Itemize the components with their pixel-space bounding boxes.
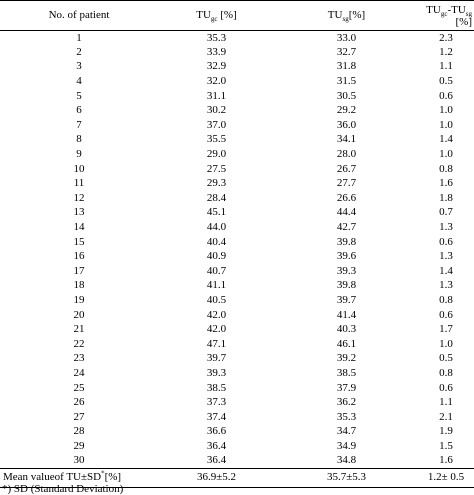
table-row bbox=[0, 220, 474, 235]
cell-tu-gc: 27.5 bbox=[206, 162, 227, 175]
cell-patient-number: 18 bbox=[73, 279, 85, 292]
cell-tu-difference: 0.5 bbox=[439, 352, 453, 365]
cell-tu-difference: 2.3 bbox=[439, 31, 453, 44]
cell-tu-difference: 2.1 bbox=[439, 410, 453, 423]
cell-tu-sg: 26.6 bbox=[336, 191, 357, 204]
cell-tu-gc: 33.9 bbox=[206, 45, 227, 58]
table-row bbox=[0, 206, 474, 221]
cell-tu-gc: 42.0 bbox=[206, 308, 227, 321]
cell-tu-difference: 1.1 bbox=[439, 396, 453, 409]
cell-patient-number: 22 bbox=[73, 337, 85, 350]
table-row bbox=[0, 162, 474, 177]
cell-tu-difference: 1.0 bbox=[439, 118, 453, 131]
cell-tu-sg: 28.0 bbox=[336, 148, 357, 161]
header-row bbox=[0, 1, 474, 31]
cell-tu-difference: 1.2 bbox=[439, 45, 453, 58]
cell-tu-sg: 39.2 bbox=[336, 352, 357, 365]
cell-tu-sg: 46.1 bbox=[336, 337, 357, 350]
cell-tu-sg: 38.5 bbox=[336, 366, 357, 379]
table-row bbox=[0, 89, 474, 104]
cell-tu-gc: 47.1 bbox=[206, 337, 227, 350]
cell-tu-gc: 39.3 bbox=[206, 366, 227, 379]
table-row bbox=[0, 439, 474, 454]
cell-patient-number: 21 bbox=[73, 323, 85, 336]
cell-tu-difference: 1.0 bbox=[439, 337, 453, 350]
cell-tu-sg: 41.4 bbox=[336, 308, 357, 321]
cell-tu-difference: 0.8 bbox=[439, 366, 453, 379]
cell-tu-gc: 36.4 bbox=[158, 454, 275, 469]
cell-tu-gc: 45.1 bbox=[206, 206, 227, 219]
cell-tu-gc: 37.4 bbox=[206, 410, 227, 423]
cell-tu-sg: 31.5 bbox=[336, 75, 357, 88]
cell-tu-difference: 1.5 bbox=[439, 439, 453, 452]
cell-tu-difference: 1.1 bbox=[439, 60, 453, 73]
cell-tu-difference: 1.4 bbox=[439, 264, 453, 277]
cell-tu-sg: 31.8 bbox=[336, 60, 357, 73]
cell-tu-sg: 29.2 bbox=[336, 104, 357, 117]
cell-patient-number: 29 bbox=[73, 439, 85, 452]
table-row bbox=[0, 133, 474, 148]
table-row bbox=[0, 147, 474, 162]
table-row bbox=[0, 425, 474, 440]
table-row bbox=[0, 31, 474, 46]
cell-tu-gc: 42.0 bbox=[206, 323, 227, 336]
cell-tu-sg: 32.7 bbox=[336, 45, 357, 58]
table-row bbox=[0, 191, 474, 206]
table-row bbox=[0, 293, 474, 308]
cell-tu-difference: 0.6 bbox=[439, 381, 453, 394]
cell-tu-difference: 1.3 bbox=[439, 221, 453, 234]
cell-tu-sg: 44.4 bbox=[336, 206, 357, 219]
cell-tu-gc: 35.3 bbox=[206, 31, 227, 44]
cell-tu-sg: 39.8 bbox=[336, 235, 357, 248]
table-row bbox=[0, 249, 474, 264]
cell-tu-difference: 1.6 bbox=[439, 177, 453, 190]
cell-tu-sg: 39.3 bbox=[336, 264, 357, 277]
table-row bbox=[0, 45, 474, 60]
header-patient-number: No. of patient bbox=[0, 1, 158, 31]
cell-tu-gc: 41.1 bbox=[206, 279, 227, 292]
table-row bbox=[0, 308, 474, 323]
cell-tu-sg: 27.7 bbox=[336, 177, 357, 190]
cell-tu-gc: 32.0 bbox=[206, 75, 227, 88]
cell-tu-difference: 1.4 bbox=[439, 133, 453, 146]
cell-patient-number: 23 bbox=[73, 352, 85, 365]
table-row bbox=[0, 322, 474, 337]
table-row bbox=[0, 74, 474, 89]
cell-tu-difference: 1.9 bbox=[439, 425, 453, 438]
cell-tu-difference: 0.5 bbox=[439, 75, 453, 88]
cell-tu-difference: 1.3 bbox=[439, 279, 453, 292]
cell-patient-number: 11 bbox=[73, 177, 85, 190]
cell-tu-gc: 39.7 bbox=[206, 352, 227, 365]
cell-tu-gc: 29.0 bbox=[206, 148, 227, 161]
table-row bbox=[0, 103, 474, 118]
cell-tu-sg: 35.3 bbox=[336, 410, 357, 423]
cell-tu-gc: 36.6 bbox=[206, 425, 227, 438]
cell-patient-number: 19 bbox=[73, 293, 85, 306]
cell-patient-number: 6 bbox=[76, 104, 82, 117]
cell-patient-number: 17 bbox=[73, 264, 85, 277]
cell-tu-difference: 1.7 bbox=[439, 323, 453, 336]
table-row bbox=[0, 264, 474, 279]
cell-patient-number: 20 bbox=[73, 308, 85, 321]
cell-patient-number: 8 bbox=[76, 133, 82, 146]
header-tu-gc: $TU_{gc}$ [%] bbox=[158, 1, 275, 31]
cell-tu-gc: 29.3 bbox=[206, 177, 227, 190]
cell-patient-number: 13 bbox=[73, 206, 85, 219]
cell-tu-difference: 1.0 bbox=[439, 148, 453, 161]
cell-patient-number: 15 bbox=[73, 235, 85, 248]
cell-tu-difference: 0.6 bbox=[439, 235, 453, 248]
table-row bbox=[0, 395, 474, 410]
cell-tu-difference: 0.8 bbox=[439, 162, 453, 175]
table-row bbox=[0, 454, 474, 469]
cell-tu-sg: 39.7 bbox=[336, 293, 357, 306]
footnote: *) SD (Standard Deviation) bbox=[2, 483, 124, 495]
cell-tu-gc: 37.3 bbox=[206, 396, 227, 409]
cell-tu-gc: 31.1 bbox=[206, 89, 227, 102]
cell-patient-number: 2 bbox=[76, 45, 82, 58]
mean-label: Mean valueof TU±SD*[%] bbox=[0, 468, 158, 487]
cell-tu-sg: 42.7 bbox=[336, 221, 357, 234]
cell-tu-sg: 39.8 bbox=[336, 279, 357, 292]
cell-tu-sg: 34.7 bbox=[336, 425, 357, 438]
cell-tu-gc: 40.4 bbox=[206, 235, 227, 248]
cell-patient-number: 1 bbox=[76, 31, 82, 44]
table-row bbox=[0, 381, 474, 396]
cell-tu-gc: 40.7 bbox=[206, 264, 227, 277]
cell-tu-gc: 40.9 bbox=[206, 250, 227, 263]
cell-tu-sg: 33.0 bbox=[336, 31, 357, 44]
cell-tu-sg: 40.3 bbox=[336, 323, 357, 336]
cell-tu-difference: 0.8 bbox=[439, 293, 453, 306]
cell-tu-difference: 1.3 bbox=[439, 250, 453, 263]
table-body bbox=[0, 31, 474, 469]
table-row bbox=[0, 176, 474, 191]
table-row bbox=[0, 337, 474, 352]
cell-tu-sg: 39.6 bbox=[336, 250, 357, 263]
mean-tu-gc: 36.9±5.2 bbox=[158, 468, 275, 487]
mean-tu-difference: 1.2± 0.5 bbox=[418, 468, 474, 487]
cell-tu-sg: 26.7 bbox=[336, 162, 357, 175]
header-tu-difference: $TU_{gc}-TU_{sg}$ [%] bbox=[418, 1, 474, 31]
cell-tu-difference: 1.6 bbox=[418, 454, 474, 469]
table-row bbox=[0, 60, 474, 75]
mean-tu-sg: 35.7±5.3 bbox=[275, 468, 418, 487]
cell-patient-number: 28 bbox=[73, 425, 85, 438]
cell-tu-gc: 32.9 bbox=[206, 60, 227, 73]
header-tu-sg: $TU_{sg}[\%]$ bbox=[275, 1, 418, 31]
cell-tu-gc: 40.5 bbox=[206, 293, 227, 306]
cell-tu-sg: 37.9 bbox=[336, 381, 357, 394]
cell-tu-gc: 37.0 bbox=[206, 118, 227, 131]
cell-patient-number: 24 bbox=[73, 366, 85, 379]
cell-patient-number: 12 bbox=[73, 191, 85, 204]
table-row bbox=[0, 279, 474, 294]
cell-tu-difference: 0.6 bbox=[439, 308, 453, 321]
cell-tu-sg: 36.0 bbox=[336, 118, 357, 131]
cell-tu-difference: 1.8 bbox=[439, 191, 453, 204]
table-row bbox=[0, 352, 474, 367]
cell-tu-difference: 1.0 bbox=[439, 104, 453, 117]
cell-patient-number: 7 bbox=[76, 118, 82, 131]
cell-patient-number: 3 bbox=[76, 60, 82, 73]
cell-tu-gc: 44.0 bbox=[206, 221, 227, 234]
cell-tu-gc: 35.5 bbox=[206, 133, 227, 146]
cell-patient-number: 9 bbox=[76, 148, 82, 161]
table-row bbox=[0, 366, 474, 381]
cell-tu-sg: 34.9 bbox=[336, 439, 357, 452]
cell-tu-sg: 36.2 bbox=[336, 396, 357, 409]
cell-tu-sg: 34.8 bbox=[275, 454, 418, 469]
cell-tu-gc: 38.5 bbox=[206, 381, 227, 394]
cell-patient-number: 25 bbox=[73, 381, 85, 394]
table-row bbox=[0, 235, 474, 250]
cell-tu-difference: 0.7 bbox=[439, 206, 453, 219]
cell-patient-number: 5 bbox=[76, 89, 82, 102]
cell-tu-gc: 36.4 bbox=[206, 439, 227, 452]
cell-patient-number: 14 bbox=[73, 221, 85, 234]
cell-patient-number: 30 bbox=[0, 454, 158, 469]
cell-tu-sg: 34.1 bbox=[336, 133, 357, 146]
cell-tu-difference: 0.6 bbox=[439, 89, 453, 102]
cell-patient-number: 26 bbox=[73, 396, 85, 409]
cell-patient-number: 4 bbox=[76, 75, 82, 88]
table-row bbox=[0, 410, 474, 425]
table-row bbox=[0, 118, 474, 133]
cell-tu-gc: 28.4 bbox=[206, 191, 227, 204]
cell-patient-number: 16 bbox=[73, 250, 85, 263]
cell-tu-gc: 30.2 bbox=[206, 104, 227, 117]
cell-patient-number: 27 bbox=[73, 410, 85, 423]
cell-tu-sg: 30.5 bbox=[336, 89, 357, 102]
cell-patient-number: 10 bbox=[73, 162, 85, 175]
